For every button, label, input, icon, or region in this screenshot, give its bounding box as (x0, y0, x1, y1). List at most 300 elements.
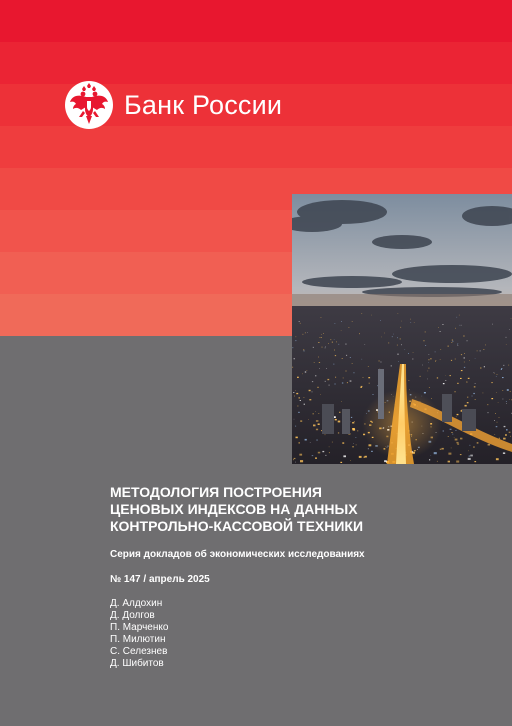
city-light (319, 337, 320, 338)
city-light (313, 347, 314, 348)
city-light (338, 433, 339, 434)
city-light (503, 399, 504, 400)
city-light (438, 327, 439, 328)
city-light (316, 429, 318, 431)
city-light (435, 352, 436, 353)
city-light (475, 383, 476, 384)
city-light (401, 345, 402, 346)
city-light (506, 429, 508, 430)
city-light (292, 367, 293, 368)
city-light (296, 393, 298, 394)
city-light (312, 392, 313, 393)
city-light (294, 358, 295, 359)
city-light (455, 359, 456, 360)
city-light (459, 315, 460, 316)
report-title-line: МЕТОДОЛОГИЯ ПОСТРОЕНИЯ (110, 484, 322, 500)
city-light (398, 314, 399, 315)
city-light (329, 385, 330, 386)
city-light (510, 391, 511, 392)
report-title-block (110, 484, 500, 535)
city-light (455, 391, 456, 392)
author-list (110, 598, 168, 670)
city-light (467, 382, 468, 383)
city-light (368, 366, 369, 367)
city-light (312, 455, 314, 456)
city-light (299, 397, 301, 398)
city-light (397, 338, 398, 339)
city-light (335, 384, 336, 385)
city-light (448, 461, 450, 463)
city-light (298, 412, 300, 413)
city-light (359, 456, 362, 458)
city-light (457, 444, 459, 445)
city-light (329, 452, 330, 453)
city-light (315, 458, 317, 459)
author: П. Милютин (110, 634, 166, 645)
city-light (494, 373, 495, 374)
city-light (443, 324, 444, 325)
city-light (440, 331, 441, 332)
city-light (480, 368, 482, 369)
city-light (339, 412, 340, 413)
city-light (440, 359, 441, 360)
city-light (335, 355, 336, 356)
city-light (334, 339, 335, 340)
city-light (496, 392, 497, 393)
author: С. Селезнев (110, 646, 168, 657)
city-light (380, 320, 381, 321)
city-light (506, 403, 507, 404)
city-light (452, 434, 453, 435)
city-light (484, 366, 485, 367)
city-light (466, 382, 467, 383)
city-light (293, 392, 294, 393)
city-light (392, 336, 393, 337)
city-light (305, 439, 307, 441)
city-light (333, 364, 334, 365)
city-light (472, 396, 473, 397)
city-light (341, 321, 342, 322)
city-light (397, 354, 398, 355)
city-skyline-image (292, 194, 512, 464)
city-light (295, 426, 296, 427)
city-light (293, 460, 294, 461)
city-light (321, 337, 322, 338)
city-light (469, 456, 471, 457)
city-light (334, 350, 335, 351)
city-light (347, 382, 348, 383)
city-light (464, 358, 465, 359)
city-light (488, 444, 491, 446)
city-light (499, 417, 500, 418)
city-light (361, 359, 362, 360)
city-light (350, 357, 351, 358)
city-light (362, 313, 363, 314)
city-light (502, 390, 503, 391)
author: Д. Алдохин (110, 598, 163, 609)
city-light (502, 377, 504, 378)
city-light (401, 321, 402, 322)
city-light (295, 462, 296, 463)
report-title-line: КОНТРОЛЬНО-КАССОВОЙ ТЕХНИКИ (110, 518, 364, 534)
city-light (330, 339, 331, 340)
city-light (470, 455, 473, 457)
city-light (451, 360, 452, 361)
city-light (494, 372, 495, 373)
double-headed-eagle-icon (64, 80, 114, 130)
city-light (371, 315, 372, 316)
city-light (457, 414, 459, 415)
city-light (300, 323, 301, 324)
city-light (334, 323, 335, 324)
city-light (420, 376, 421, 377)
city-light (346, 344, 347, 345)
city-light (491, 398, 493, 399)
city-light (491, 382, 493, 383)
city-light (456, 317, 457, 318)
city-light (501, 369, 502, 370)
city-light (305, 372, 306, 373)
city-light (332, 342, 333, 343)
city-light (294, 396, 295, 397)
red-band (0, 126, 512, 168)
city-light (346, 355, 347, 356)
city-light (503, 438, 506, 440)
city-light (336, 342, 337, 343)
author: П. Марченко (110, 622, 169, 633)
city-light (357, 430, 358, 431)
city-light (450, 375, 451, 376)
city-light (460, 454, 462, 455)
city-light (475, 358, 476, 359)
city-light (451, 448, 452, 449)
city-light (428, 359, 429, 360)
city-light (342, 442, 344, 443)
city-light (300, 420, 302, 421)
city-light (477, 442, 479, 443)
city-light (434, 452, 437, 454)
city-light (303, 351, 304, 352)
city-light (456, 417, 457, 418)
city-light (335, 419, 337, 421)
city-light (429, 459, 430, 460)
city-light (451, 342, 452, 343)
city-light (443, 383, 445, 384)
city-light (412, 359, 413, 360)
city-light (468, 378, 470, 379)
city-light (294, 458, 296, 459)
city-light (365, 456, 367, 458)
city-light (427, 379, 428, 380)
city-light (483, 349, 484, 350)
city-light (428, 368, 429, 369)
city-light (364, 344, 365, 345)
city-light (485, 345, 486, 346)
city-light (451, 432, 452, 433)
city-light (360, 387, 362, 388)
city-light (350, 380, 352, 381)
city-light (316, 440, 317, 441)
city-light (448, 453, 451, 455)
city-light (423, 340, 424, 341)
city-light (443, 431, 444, 432)
author: Д. Долгов (110, 610, 155, 621)
city-light (345, 371, 346, 372)
city-light (509, 432, 511, 433)
city-light (452, 341, 453, 342)
city-light (356, 445, 357, 446)
city-light (508, 365, 509, 366)
city-light (488, 412, 489, 413)
city-light (309, 390, 311, 391)
city-light (440, 449, 442, 450)
city-light (342, 358, 343, 359)
city-light (492, 324, 493, 325)
city-light (495, 413, 496, 414)
city-light (460, 378, 462, 379)
city-light (302, 374, 303, 375)
city-light (325, 348, 326, 349)
report-title-line: ЦЕНОВЫХ ИНДЕКСОВ НА ДАННЫХ (110, 501, 358, 517)
city-light (503, 365, 504, 366)
city-light (464, 353, 465, 354)
city-light (454, 437, 455, 438)
city-light (458, 345, 459, 346)
city-light (381, 337, 382, 338)
city-light (468, 458, 471, 460)
city-light (342, 383, 343, 384)
city-light (497, 422, 498, 423)
city-light (468, 451, 469, 452)
city-light (315, 411, 316, 412)
city-light (455, 430, 456, 431)
city-light (510, 436, 511, 437)
city-light (442, 448, 444, 450)
city-light (369, 383, 370, 384)
city-light (299, 321, 300, 322)
report-title (110, 484, 500, 535)
city-light (461, 354, 462, 355)
city-light (316, 420, 319, 422)
city-light (457, 383, 459, 384)
city-light (413, 352, 414, 353)
city-light (338, 344, 339, 345)
city-light (318, 357, 319, 358)
city-light (448, 346, 449, 347)
city-light (319, 368, 320, 369)
series-name: Серия докладов об экономических исследованиях (110, 549, 365, 560)
city-light (424, 392, 426, 393)
bank-name: Банк России (124, 89, 283, 120)
city-light (326, 368, 327, 369)
city-light (349, 327, 350, 328)
city-light (408, 353, 409, 354)
city-light (314, 362, 315, 363)
city-light (351, 417, 352, 418)
city-light (332, 442, 333, 443)
city-light (355, 437, 356, 438)
city-light (460, 438, 462, 440)
city-light (353, 372, 354, 373)
city-light (321, 317, 322, 318)
city-light (380, 362, 381, 363)
city-light (315, 375, 316, 376)
city-light (343, 455, 346, 457)
city-light (467, 397, 468, 398)
city-light (461, 325, 462, 326)
city-light (494, 420, 495, 421)
city-light (427, 371, 428, 372)
city-light (319, 362, 320, 363)
city-light (388, 343, 389, 344)
city-light (328, 343, 329, 344)
city-light (450, 429, 452, 430)
city-light (503, 452, 505, 454)
city-light (391, 366, 392, 367)
city-light (343, 378, 344, 379)
city-light (303, 349, 304, 350)
city-light (440, 349, 441, 350)
city-light (371, 451, 373, 452)
city-light (307, 333, 308, 334)
city-light (340, 462, 342, 463)
city-light (321, 347, 322, 348)
city-light (300, 400, 301, 401)
city-light (359, 334, 360, 335)
city-light (398, 361, 399, 362)
city-light (352, 422, 354, 424)
city-light (496, 426, 498, 427)
city-light (507, 389, 509, 390)
city-light (352, 321, 353, 322)
city-light (475, 399, 476, 400)
city-light (368, 377, 370, 378)
city-light (499, 438, 500, 439)
city-light (408, 380, 409, 381)
city-light (461, 370, 463, 371)
city-light (469, 361, 470, 362)
city-light (457, 343, 458, 344)
city-light (400, 327, 401, 328)
city-light (501, 368, 502, 369)
city-light (303, 397, 304, 398)
city-light (437, 378, 438, 379)
city-light (455, 328, 456, 329)
city-light (352, 446, 354, 447)
city-light (313, 413, 314, 414)
city-light (292, 347, 293, 348)
city-light (363, 377, 364, 378)
red-band (0, 0, 512, 42)
city-light (318, 452, 320, 454)
city-light (474, 461, 476, 462)
city-light (368, 448, 369, 449)
city-light (305, 333, 306, 334)
city-light (325, 381, 326, 382)
city-light (428, 363, 429, 364)
city-light (429, 354, 430, 355)
bank-logo (64, 80, 282, 130)
city-light (430, 455, 431, 456)
city-light (327, 379, 329, 380)
city-light (393, 334, 394, 335)
city-light (467, 340, 468, 341)
city-light (496, 376, 497, 377)
city-light (309, 399, 311, 400)
city-light (483, 393, 484, 394)
city-light (504, 426, 506, 427)
city-light (457, 344, 458, 345)
city-light (480, 351, 481, 352)
city-light (400, 339, 401, 340)
city-light (474, 386, 476, 387)
city-light (448, 436, 449, 437)
city-light (325, 434, 326, 435)
city-light (353, 443, 354, 444)
city-light (338, 421, 341, 423)
city-light (430, 358, 431, 359)
city-light (435, 361, 436, 362)
city-light (379, 361, 380, 362)
city-light (425, 345, 426, 346)
city-light (487, 404, 488, 405)
city-light (465, 405, 467, 407)
city-light (464, 362, 465, 363)
city-light (352, 428, 355, 430)
city-light (464, 367, 465, 368)
city-light (505, 434, 507, 435)
city-light (295, 340, 296, 341)
city-light (300, 460, 303, 462)
city-light (354, 421, 355, 422)
city-light (456, 442, 458, 444)
city-light (463, 336, 464, 337)
city-light (467, 402, 469, 403)
city-light (410, 322, 411, 323)
city-light (335, 377, 336, 378)
city-light (506, 344, 507, 345)
city-light (350, 460, 351, 461)
city-light (445, 380, 446, 381)
city-light (318, 424, 320, 425)
city-light (322, 451, 324, 452)
city-light (323, 333, 324, 334)
city-light (325, 455, 326, 456)
city-light (410, 319, 411, 320)
city-light (496, 458, 499, 460)
city-photo (292, 194, 512, 464)
city-light (452, 340, 453, 341)
city-light (404, 349, 405, 350)
city-light (296, 437, 298, 439)
city-light (296, 337, 297, 338)
city-light (297, 406, 298, 407)
city-light (352, 363, 353, 364)
city-light (313, 425, 316, 427)
city-light (377, 386, 378, 387)
city-light (473, 393, 475, 394)
city-light (318, 342, 319, 343)
city-light (455, 439, 458, 441)
city-light (429, 387, 430, 388)
red-band (0, 42, 512, 84)
city-light (477, 351, 478, 352)
city-light (431, 398, 432, 399)
city-light (325, 347, 326, 348)
city-light (456, 461, 459, 463)
city-light (312, 381, 313, 382)
city-light (437, 461, 438, 462)
